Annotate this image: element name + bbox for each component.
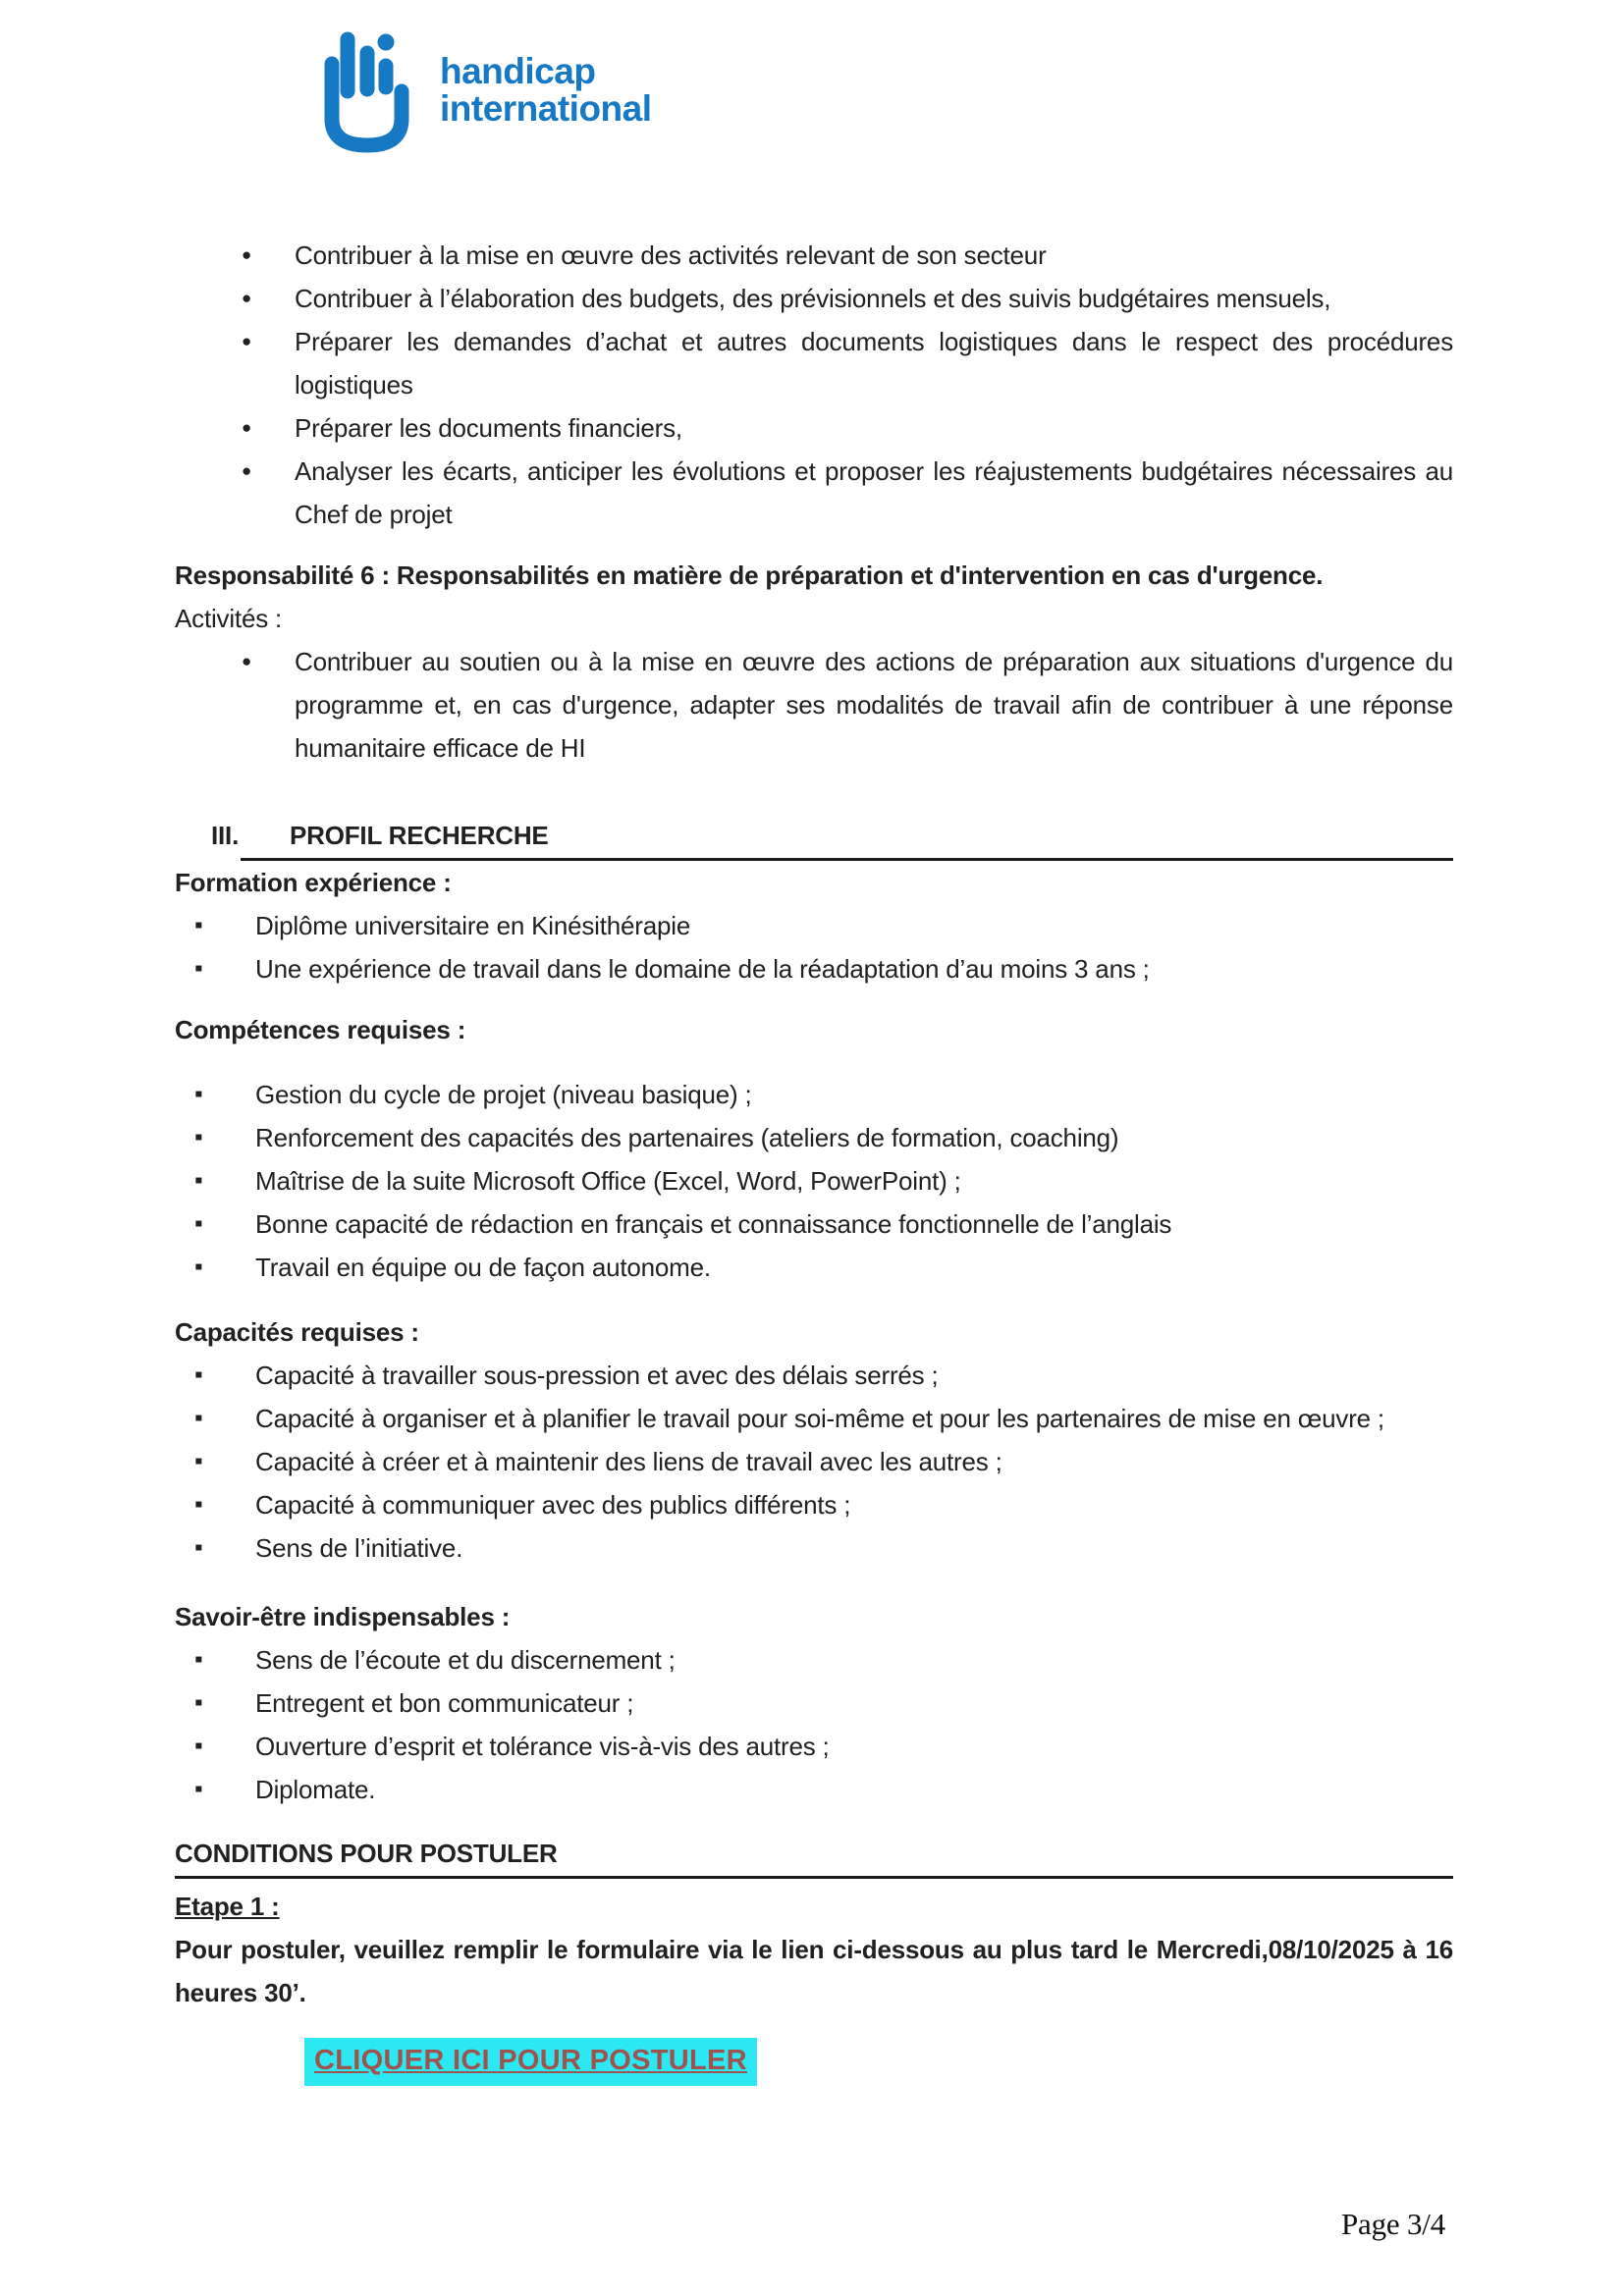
list-item: ▪ Capacité à communiquer avec des publics différents ; bbox=[175, 1483, 1453, 1526]
apply-instructions: Pour postuler, veuillez remplir le formulaire via le lien ci-dessous au plus tard le Mercredi,08/10/2025 à 16 heures 30’. bbox=[175, 1935, 1453, 2007]
list-item: ● Préparer les demandes d’achat et autres documents logistiques dans le respect des procédures logistiques bbox=[175, 320, 1453, 406]
section-number: III. bbox=[211, 821, 240, 850]
list-item: ● Contribuer à la mise en œuvre des activités relevant de son secteur bbox=[175, 234, 1453, 277]
competences-heading: Compétences requises : bbox=[175, 1015, 466, 1044]
etape-1-label: Etape 1 : bbox=[175, 1892, 280, 1921]
list-item: ▪ Une expérience de travail dans le domaine de la réadaptation d’au moins 3 ans ; bbox=[175, 947, 1453, 990]
list-item: ▪ Travail en équipe ou de façon autonome. bbox=[175, 1246, 1453, 1289]
savoir-etre-heading: Savoir-être indispensables : bbox=[175, 1602, 511, 1631]
activities-bullet-list bbox=[175, 234, 1453, 536]
logo-wordmark bbox=[440, 29, 652, 128]
list-item: ▪ Gestion du cycle de projet (niveau basique) ; bbox=[175, 1073, 1453, 1116]
competences-bullet-list bbox=[175, 1073, 1453, 1289]
apply-link[interactable]: CLIQUER ICI POUR POSTULER bbox=[304, 2038, 757, 2086]
list-item: ▪ Sens de l’initiative. bbox=[175, 1526, 1453, 1570]
list-item: ▪ Capacité à créer et à maintenir des liens de travail avec les autres ; bbox=[175, 1440, 1453, 1483]
list-item: ▪ Diplomate. bbox=[175, 1768, 1453, 1811]
list-item: ● Contribuer à l’élaboration des budgets, des prévisionnels et des suivis budgétaires mensuels, bbox=[175, 277, 1453, 320]
list-item: ▪ Capacité à organiser et à planifier le travail pour soi-même et pour les partenaires de mise en œuvre ; bbox=[175, 1397, 1453, 1440]
activities-label: Activités : bbox=[175, 604, 283, 633]
page-number: Page 3/4 bbox=[1340, 2207, 1445, 2241]
hi-hand-logo-icon bbox=[322, 29, 420, 166]
responsibility-6-bullet-list bbox=[175, 640, 1453, 770]
logo-word-line1: handicap bbox=[440, 51, 596, 91]
list-item: ▪ Bonne capacité de rédaction en français et connaissance fonctionnelle de l’anglais bbox=[175, 1202, 1453, 1246]
section-divider bbox=[175, 1876, 1453, 1879]
list-item: ● Contribuer au soutien ou à la mise en œuvre des actions de préparation aux situations d'urgence du programme et, en cas d'urgence, adapter ses modalités de travail afin de contribuer à une réponse humanitaire efficace de HI bbox=[175, 640, 1453, 770]
capacites-bullet-list bbox=[175, 1354, 1453, 1570]
list-item: ▪ Capacité à travailler sous-pression et avec des délais serrés ; bbox=[175, 1354, 1453, 1397]
formation-heading: Formation expérience : bbox=[175, 868, 452, 897]
section-title: PROFIL RECHERCHE bbox=[290, 821, 549, 850]
list-item: ▪ Renforcement des capacités des partenaires (ateliers de formation, coaching) bbox=[175, 1116, 1453, 1159]
list-item: ▪ Diplôme universitaire en Kinésithérapie bbox=[175, 904, 1453, 947]
capacites-heading: Capacités requises : bbox=[175, 1317, 419, 1347]
list-item: ▪ Ouverture d’esprit et tolérance vis-à-vis des autres ; bbox=[175, 1725, 1453, 1768]
list-item: ● Préparer les documents financiers, bbox=[175, 406, 1453, 450]
list-item: ▪ Sens de l’écoute et du discernement ; bbox=[175, 1638, 1453, 1682]
profil-section-heading bbox=[175, 815, 1453, 861]
list-item: ▪ Maîtrise de la suite Microsoft Office (Excel, Word, PowerPoint) ; bbox=[175, 1159, 1453, 1202]
list-item: ● Analyser les écarts, anticiper les évolutions et proposer les réajustements budgétaires nécessaires au Chef de projet bbox=[175, 450, 1453, 536]
conditions-heading: CONDITIONS POUR POSTULER bbox=[175, 1839, 558, 1868]
formation-bullet-list bbox=[175, 904, 1453, 990]
logo-word-line2: international bbox=[440, 88, 652, 129]
list-item: ▪ Entregent et bon communicateur ; bbox=[175, 1682, 1453, 1725]
responsibility-6-heading: Responsabilité 6 : Responsabilités en matière de préparation et d'intervention en cas d'urgence. bbox=[175, 561, 1324, 590]
savoir-etre-bullet-list bbox=[175, 1638, 1453, 1811]
handicap-international-logo bbox=[322, 29, 1453, 159]
